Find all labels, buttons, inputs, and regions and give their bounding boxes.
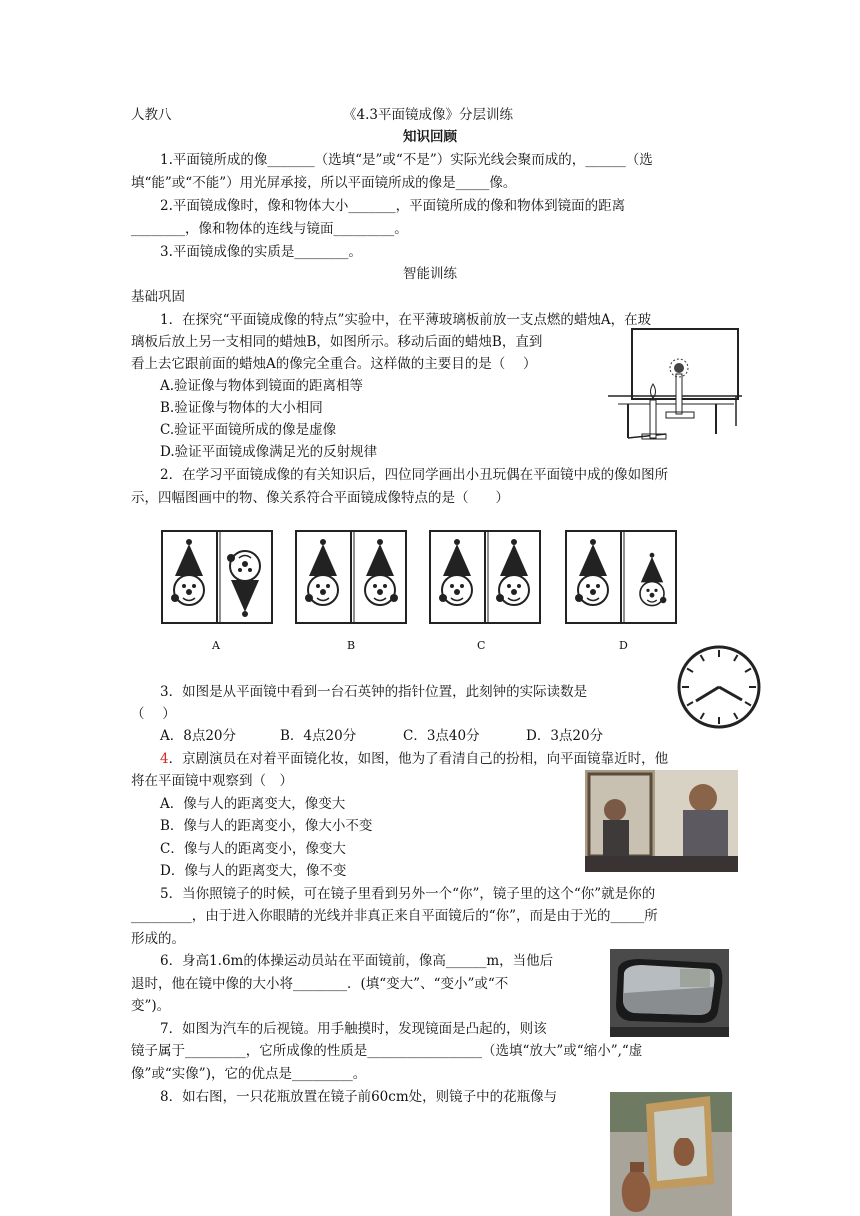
t7-line3: 像”或“实像”)，它的优点是_________。 xyxy=(131,1066,367,1082)
grade-label: 人教八 xyxy=(131,107,172,123)
t4-line1-text: ．京剧演员在对着平面镜化妆，如图，他为了看清自己的扮相，向平面镜靠近时，他 xyxy=(168,751,669,767)
t1-option-a: A.验证像与物体到镜面的距离相等 xyxy=(160,378,364,394)
t5-line3: 形成的。 xyxy=(131,931,185,947)
t5-line1: 5．当你照镜子的时候，可在镜子里看到另外一个“你”，镜子里的这个“你”就是你的 xyxy=(160,886,656,902)
t3-option-b: B．4点20分 xyxy=(280,728,357,744)
review-q2-line1: 2.平面镜成像时，像和物体大小_______，平面镜所成的像和物体到镜面的距离 xyxy=(160,198,626,214)
t6-line3: 变”)。 xyxy=(131,998,171,1014)
section-review-heading: 知识回顾 xyxy=(403,129,457,145)
page-title: 《4.3平面镜成像》分层训练 xyxy=(343,107,513,123)
section-training-heading: 智能训练 xyxy=(403,266,457,282)
t3-line2: （ ） xyxy=(131,706,176,722)
t8-line1: 8．如右图，一只花瓶放置在镜子前60cm处，则镜子中的花瓶像与 xyxy=(160,1089,558,1105)
t1-line1: 1．在探究“平面镜成像的特点”实验中，在平薄玻璃板前放一支点燃的蜡烛A，在玻 xyxy=(160,312,652,328)
t6-line1: 6．身高1.6m的体操运动员站在平面镜前，像高______m，当他后 xyxy=(160,953,554,969)
review-q3: 3.平面镜成像的实质是________。 xyxy=(160,244,362,260)
t7-line2: 镜子属于_________，它所成像的性质是_________________（选填“放大”或“缩小”,“虚 xyxy=(131,1043,643,1059)
t1-option-b: B.验证像与物体的大小相同 xyxy=(160,400,323,416)
t1-line3: 看上去它跟前面的蜡烛A的像完全重合。这样做的主要目的是（ ） xyxy=(131,356,537,372)
clown-label-c: C xyxy=(477,639,486,652)
t4-option-d: D．像与人的距离变大，像不变 xyxy=(160,863,347,879)
t4-option-c: C．像与人的距离变小，像变大 xyxy=(160,841,346,857)
clown-label-b: B xyxy=(347,639,356,652)
clown-mirror-figures xyxy=(160,528,690,628)
t4-line1 xyxy=(160,750,668,768)
t4-option-b: B．像与人的距离变小，像大小不变 xyxy=(160,818,373,834)
clown-label-a: A xyxy=(212,639,220,652)
t4-option-a: A．像与人的距离变大，像变大 xyxy=(160,796,346,812)
review-q1-line2: 填“能”或“不能”）用光屏承接，所以平面镜所成的像是_____像。 xyxy=(131,175,517,191)
t5-line2: _________，由于进入你眼睛的光线并非真正来自平面镜后的“你”，而是由于光的_____所 xyxy=(131,908,658,924)
vase-mirror-photo xyxy=(610,1092,732,1216)
rearview-mirror-photo xyxy=(610,949,729,1037)
clown-label-d: D xyxy=(619,639,628,652)
t2-line2: 示，四幅图画中的物、像关系符合平面镜成像特点的是（ ） xyxy=(131,490,509,506)
review-q1-line1: 1.平面镜所成的像_______（选填“是”或“不是”）实际光线会聚而成的，______（选 xyxy=(160,152,653,168)
t7-line1: 7．如图为汽车的后视镜。用手触摸时，发现镜面是凸起的，则该 xyxy=(160,1021,547,1037)
t3-option-d: D．3点20分 xyxy=(526,728,604,744)
t4-number: 4 xyxy=(160,751,169,767)
t1-option-c: C.验证平面镜所成的像是虚像 xyxy=(160,422,337,438)
t6-line2: 退时，他在镜中像的大小将________．(填“变大”、“变小”或“不 xyxy=(131,976,509,992)
t2-line1: 2．在学习平面镜成像的有关知识后，四位同学画出小丑玩偶在平面镜中成的像如图所 xyxy=(160,467,669,483)
mirror-clock-figure xyxy=(676,644,762,730)
t1-line2: 璃板后放上另一支相同的蜡烛B，如图所示。移动后面的蜡烛B，直到 xyxy=(131,334,543,350)
t3-option-a: A．8点20分 xyxy=(160,728,237,744)
candle-experiment-figure xyxy=(606,326,744,448)
t1-option-d: D.验证平面镜成像满足光的反射规律 xyxy=(160,444,378,460)
t4-line2: 将在平面镜中观察到（ ） xyxy=(131,773,293,789)
t3-line1: 3．如图是从平面镜中看到一台石英钟的指针位置，此刻钟的实际读数是 xyxy=(160,684,588,700)
t3-option-c: C．3点40分 xyxy=(403,728,480,744)
opera-actor-mirror-photo xyxy=(585,770,738,872)
review-q2-line2: ________，像和物体的连线与镜面_________。 xyxy=(131,221,408,237)
section-basic-heading: 基础巩固 xyxy=(131,289,185,305)
